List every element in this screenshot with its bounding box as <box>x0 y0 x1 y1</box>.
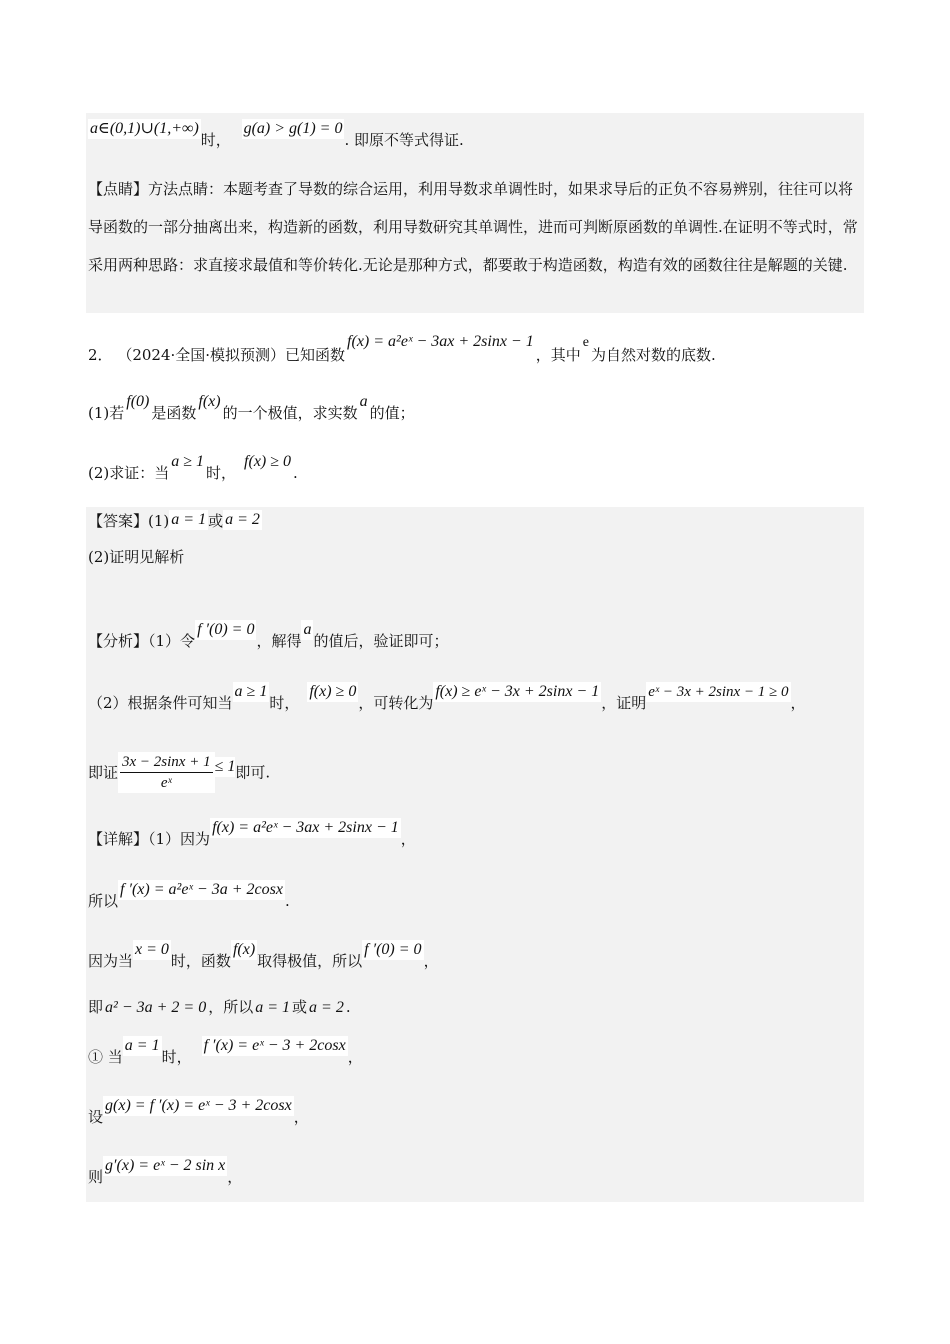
math-le-1: ≤ 1 <box>214 757 236 775</box>
math-function-def: f(x) = a²eˣ − 3ax + 2sinx − 1 <box>212 819 399 836</box>
comment-paragraph <box>88 170 858 284</box>
text: 设 <box>88 1108 104 1126</box>
text: 或 <box>292 998 308 1016</box>
proof-conclusion-line <box>88 117 464 149</box>
text: 即证 <box>88 763 119 782</box>
comment-text: 方法点睛：本题考查了导数的综合运用，利用导数求单调性时，如果求导后的正负不容易辨别，往往可以将导函数的一部分抽离出来，构造新的函数，利用导数研究其单调性，进而可判断原函数的单调性.在证明不等式时，常采用两种思路：求直接求最值和等价转化.无论是那种方式，都要敢于构造函数，构造有效的函数往往是解题的关键. <box>88 180 858 274</box>
text: 即可. <box>235 763 271 782</box>
detail-line-6 <box>88 1094 309 1126</box>
text: . <box>345 998 351 1016</box>
analysis-line-1 <box>88 618 449 650</box>
text: 时，函数 <box>170 952 231 970</box>
text: 的一个极值，求实数 <box>222 404 358 422</box>
math-fprime0: f ′(0) = 0 <box>197 621 255 638</box>
math-a: a <box>303 621 312 638</box>
text: （2）根据条件可知当 <box>88 694 233 712</box>
math-fprime-a1: f ′(x) = eˣ − 3 + 2cosx <box>203 1037 346 1054</box>
fraction-numerator: 3x − 2sinx + 1 <box>120 752 213 773</box>
math-derivative: f ′(x) = a²eˣ − 3a + 2cosx <box>120 881 283 898</box>
math-fx: f(x) <box>198 393 221 410</box>
fraction-denominator: eˣ <box>160 775 172 791</box>
text: 因为当 <box>88 952 134 970</box>
comment-label: 【点睛】 <box>88 180 149 198</box>
text: 的值； <box>369 404 415 422</box>
text: ， <box>293 1108 309 1126</box>
math-fx-ge-0: f(x) ≥ 0 <box>309 683 357 700</box>
text: ， <box>227 1168 243 1186</box>
analysis-line-3 <box>88 752 270 793</box>
text: 的值后，验证即可； <box>313 632 449 650</box>
text: . <box>293 464 298 482</box>
text: （1）令 <box>148 632 196 650</box>
math-a-eq-1: a = 1 <box>124 1037 160 1054</box>
text: 则 <box>88 1168 104 1186</box>
math-x-eq-0: x = 0 <box>135 941 169 958</box>
math-g-def: g(x) = f ′(x) = eˣ − 3 + 2cosx <box>105 1097 292 1114</box>
text: ， <box>400 830 416 848</box>
math-fx-bound: f(x) ≥ eˣ − 3x + 2sinx − 1 <box>435 683 600 700</box>
question-2 <box>88 450 298 482</box>
detail-line-2 <box>88 878 290 910</box>
math-fx-ge-0: f(x) ≥ 0 <box>244 453 292 470</box>
math-fx: f(x) <box>232 941 256 958</box>
detail-line-3 <box>88 938 439 970</box>
text: ，可转化为 <box>358 694 434 712</box>
math-a-eq-2: a = 2 <box>225 511 260 528</box>
text: ，其中 <box>535 346 581 364</box>
math-e-symbol: e <box>581 333 591 353</box>
text: 时， <box>206 464 237 482</box>
problem-source: （2024·全国·模拟预测）已知函数 <box>117 346 346 364</box>
math-a: a <box>359 393 368 410</box>
math-a-eq-1: a = 1 <box>171 511 207 528</box>
text: 时， <box>200 131 231 149</box>
math-gprime-def: g′(x) = eˣ − 2 sin x <box>105 1157 226 1174</box>
math-quadratic: a² − 3a + 2 = 0 <box>105 999 207 1016</box>
answer-label: 【答案】 <box>88 512 149 530</box>
text: 为自然对数的底数. <box>590 346 716 364</box>
text: ① 当 <box>88 1048 123 1066</box>
text: 是函数 <box>151 404 197 422</box>
text: 取得极值，所以 <box>257 952 363 970</box>
math-a-eq-2: a = 2 <box>309 999 344 1016</box>
detail-line-7 <box>88 1154 243 1186</box>
text: ，解得 <box>256 632 302 650</box>
text: ， <box>347 1048 363 1066</box>
text: ，证明 <box>601 694 647 712</box>
text: 即 <box>88 998 104 1016</box>
text: (2)求证：当 <box>88 464 170 482</box>
detail-label: 【详解】 <box>88 830 149 848</box>
text: . 即原不等式得证. <box>344 131 464 149</box>
analysis-line-2 <box>88 680 806 712</box>
answer-line-2 <box>88 546 184 568</box>
text: 时， <box>161 1048 192 1066</box>
math-fprime0: f ′(0) = 0 <box>364 941 422 958</box>
text: 或 <box>208 512 224 530</box>
math-function-def: f(x) = a²eˣ − 3ax + 2sinx − 1 <box>347 333 534 350</box>
math-to-prove: eˣ − 3x + 2sinx − 1 ≥ 0 <box>648 684 789 700</box>
text: ， <box>423 952 439 970</box>
problem-2-stem <box>88 330 716 364</box>
text: (1)若 <box>88 404 125 422</box>
text: （1）因为 <box>148 830 211 848</box>
math-a-ge-1: a ≥ 1 <box>171 453 205 470</box>
detail-line-1 <box>88 816 416 848</box>
answer-line-1 <box>88 510 262 532</box>
detail-line-4 <box>88 996 351 1018</box>
math-a-range: a∈(0,1)∪(1,+∞) <box>90 120 199 137</box>
text: 时， <box>269 694 300 712</box>
math-fraction <box>118 752 215 793</box>
text: ，所以 <box>208 998 254 1016</box>
problem-number: 2． <box>88 346 113 364</box>
math-a-eq-1: a = 1 <box>255 999 291 1016</box>
detail-line-5 <box>88 1034 363 1066</box>
question-1 <box>88 390 415 422</box>
text: (2)证明见解析 <box>88 548 185 566</box>
text: (1) <box>148 512 170 530</box>
analysis-label: 【分析】 <box>88 632 149 650</box>
text: 所以 <box>88 892 119 910</box>
text: . <box>284 892 290 910</box>
math-a-ge-1: a ≥ 1 <box>234 683 268 700</box>
math-g-inequality: g(a) > g(1) = 0 <box>243 120 343 137</box>
math-f0: f(0) <box>126 393 150 410</box>
text: ， <box>790 694 806 712</box>
